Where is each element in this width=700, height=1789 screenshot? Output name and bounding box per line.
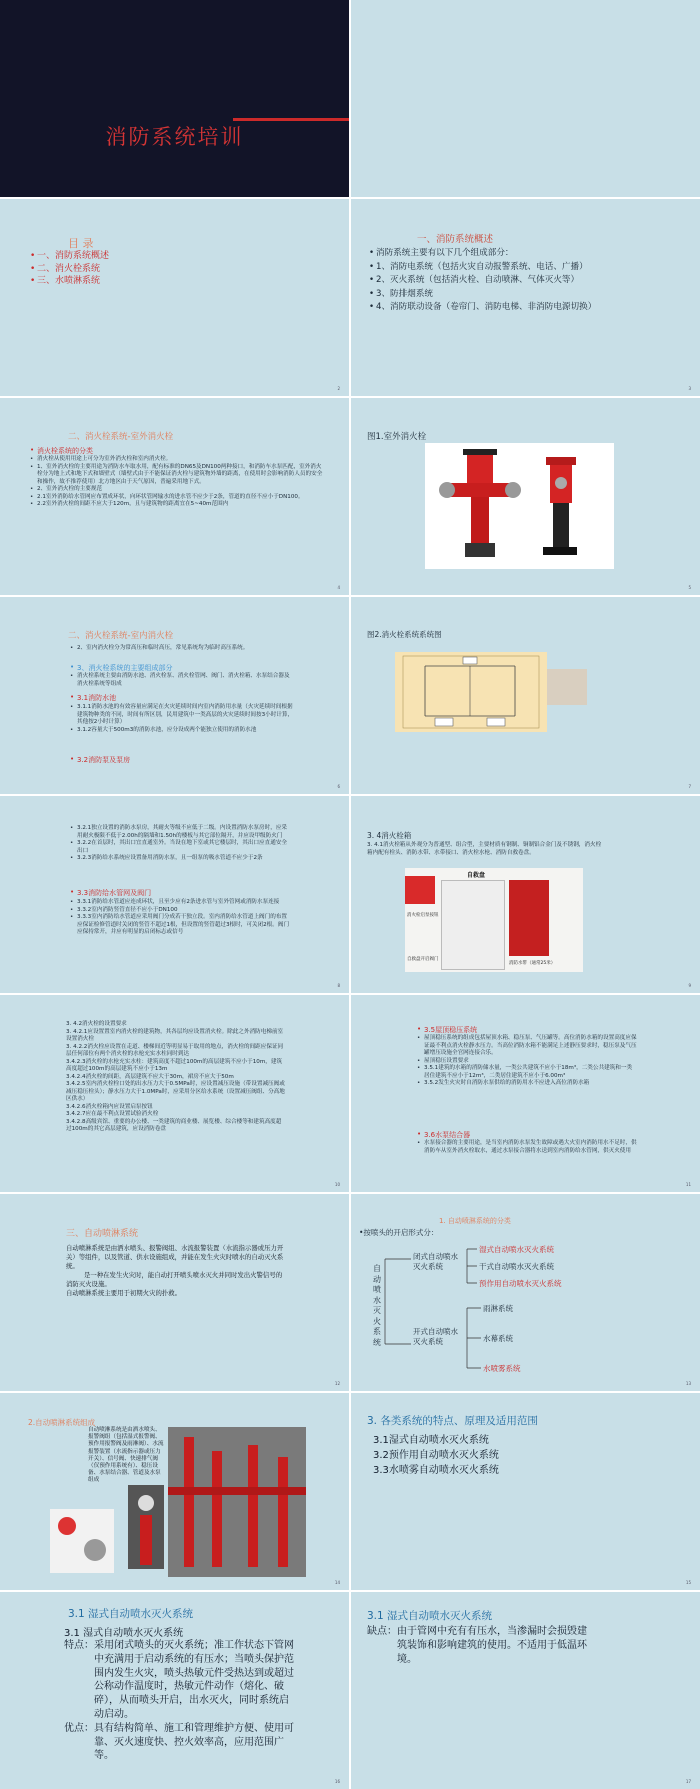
feature-block	[64, 1639, 297, 1763]
body-line: • 消火栓系统主要由消防水池、消火栓泵、消火栓管网、阀门、消火栓箱、水泵结合器及消火栓系统等组成	[70, 673, 295, 688]
tree-leaf: 雨淋系统	[483, 1304, 513, 1313]
overview-line: • 3、防排烟系统	[369, 288, 700, 302]
body-line: • 消火栓从使用用途上可分为室外消火栓和室内消火栓。	[30, 456, 325, 464]
slide-15	[351, 1393, 700, 1590]
sub-heading-list-3	[70, 755, 295, 765]
toc-heading: 目 录	[68, 237, 94, 250]
slide-10	[0, 995, 349, 1192]
box-label: 消火栓启泵按钮	[407, 913, 439, 918]
hose-photo	[509, 880, 549, 956]
disadvantage-text: 由于管网中充有有压水，当渗漏时会损毁建筑装饰和影响建筑的使用。不适用于低温环境。	[397, 1626, 587, 1665]
body-line: • 3.5.2发生火灾时自消防水泵供给的消防用水不应进入高位消防水箱	[417, 1080, 637, 1088]
feature-label: 特点：	[64, 1640, 94, 1651]
sub-heading: • 3.2消防泵及泵房	[70, 755, 295, 765]
section-heading: 3.1 湿式自动喷水灭火系统	[367, 1610, 493, 1622]
body-line: 3.4.2.4消火栓的间距，高层建筑不应大于30m，裙房不应大于50m	[66, 1073, 234, 1080]
body-text: 3. 4.1消火栓箱从外观分为普通型、组合型，主要材质有钢制、铜制铝合金门及不锈钢，消火栓箱内配有栓头、消防水带、水带接口、消火栓水枪、消防自救卷盘。	[367, 842, 602, 856]
body-line: • 水泵接合器的主要用途，是当室内消防水泵发生故障或遇大火室内消防用水不足时，供消防车从室外消火栓取水，通过水泵接合器将水送到室内消防给水管网，供灭火使用	[417, 1140, 637, 1155]
body-line: • 3.3.2室内消防竖管直径不应小于DN100	[70, 907, 290, 915]
body-line: • 3.1.2容量大于500m3的消防水池，应分设成两个能独立使用的消防水池	[70, 727, 295, 735]
tree-leaf: 水喷雾系统	[483, 1364, 521, 1373]
sub-heading: • 3.5屋顶稳压系统	[417, 1025, 637, 1035]
body-line: • 3.2.2在首层时，其出口宜直通室外。当设在地下室或其它楼层时，其出口应直通安全出口	[70, 840, 290, 855]
body-line: • 3.3.3室内消防给水管道应采用阀门分成若干独立段。室内消防给水管道上阀门的布置应保证检修管道时关闭的竖管不超过1根，但设置的竖管超过3根时，可关闭2根。阀门应保持常开，并应有明显的启闭标志或信号	[70, 914, 290, 937]
section-heading: 3.1 湿式自动喷水灭火系统	[68, 1608, 194, 1620]
tree-branch: 闭式自动喷水灭火系统	[413, 1252, 458, 1271]
sub-heading-list-2	[70, 693, 295, 703]
slide-3	[351, 199, 700, 396]
sub-heading-list	[417, 1025, 637, 1035]
body-line: • 2、室外消火栓的主要规范	[30, 486, 325, 494]
outdoor-hydrant-image	[425, 443, 614, 569]
toc-item[interactable]: • 一、消防系统概述	[30, 250, 109, 263]
page-number: 4	[337, 585, 340, 590]
page-number: 15	[685, 1580, 691, 1585]
body-block	[66, 1021, 286, 1134]
button-photo	[405, 876, 435, 904]
title-background	[0, 0, 349, 197]
section-heading: 一、消防系统概述	[417, 234, 494, 245]
sub-heading: • 3.1消防水池	[70, 693, 295, 703]
page-number: 6	[337, 784, 340, 789]
sub-heading: • 消火栓系统的分类	[30, 446, 330, 456]
body-list-2	[70, 673, 295, 688]
slide-16	[0, 1592, 349, 1789]
slide-8	[0, 796, 349, 993]
figure-caption: 图1.室外消火栓	[367, 432, 427, 442]
slide-4	[0, 398, 349, 595]
section-heading: 2.自动喷淋系统组成	[28, 1418, 96, 1427]
body-line: • 屋顶稳压设置要求	[417, 1058, 637, 1066]
diagram-legend-image	[547, 669, 587, 705]
page-number: 5	[688, 585, 691, 590]
classification-tree-lines	[351, 1194, 700, 1391]
body-line: • 2.2室外消火栓的间距不应大于120m，且与建筑物的距离宜在5~40m范围内	[30, 501, 325, 509]
overview-line: • 2、灭火系统（包括消火栓、自动喷淋、气体灭火等）	[369, 274, 700, 288]
slide-14	[0, 1393, 349, 1590]
tree-leaf: 预作用自动喷水灭火系统	[479, 1279, 562, 1288]
body-list-3	[70, 704, 295, 734]
page-number: 10	[334, 1182, 340, 1187]
advantage-text: 具有结构简单、施工和管理维护方便、使用可靠、灭火速度快、控火效率高，应用范围广等。	[94, 1722, 294, 1762]
slide-13	[351, 1194, 700, 1391]
sub-heading: 3.1 湿式自动喷水灭火系统	[64, 1628, 184, 1639]
body-line: • 3.3.1消防给水管道应连成环状，且至少应有2条进水管与室外管网或消防水泵连接	[70, 899, 290, 907]
page-number: 12	[334, 1381, 340, 1386]
hydrant-system-diagram	[395, 652, 547, 732]
slide-1	[0, 0, 349, 197]
sub-heading: • 3.6水泵结合器	[417, 1130, 637, 1140]
intro-paragraph: 自动喷淋系统是由洒水喷头、报警阀组、水流报警装置（水流指示器或压力开关）等组件，以及管道、供水设施组成，并能在发生火灾时喷水的自动灭火系统。	[66, 1244, 284, 1270]
page-number: 2	[337, 386, 340, 391]
advantage-label: 优点：	[64, 1722, 94, 1734]
slide-7	[351, 597, 700, 794]
box-label: 消防水带（通常25米）	[509, 961, 556, 966]
body-list	[30, 456, 325, 509]
body-list	[70, 825, 290, 863]
sub-heading-list-2	[417, 1130, 637, 1140]
page-number: 3	[688, 386, 691, 391]
tree-leaf: 干式自动喷水灭火系统	[479, 1262, 554, 1271]
alarm-valve-photo	[128, 1485, 164, 1569]
page-number: 9	[688, 983, 691, 988]
page-number: 14	[334, 1580, 340, 1585]
overview-list	[369, 247, 700, 315]
slide-9	[351, 796, 700, 993]
figure-caption: 图2.消火栓系统系统图	[367, 630, 442, 639]
body-line: • 3.2.1独立设置的消防水泵房，其耐火等级不应低于二级。内设置消防水泵房时，应采用耐火极限不低于2.00h的隔墙和1.50h的楼板与其它部位隔开，并应设甲级防火门	[70, 825, 290, 840]
section-heading: 二、消火栓系统-室外消火栓	[68, 432, 174, 442]
body-line: • 2、室内消火栓分为常高压和临时高压，常见系统均为临时高压系统。	[70, 645, 295, 653]
page-number: 17	[685, 1779, 691, 1784]
body-list-2	[70, 899, 290, 937]
overview-line: • 消防系统主要有以下几个组成部分：	[369, 247, 700, 261]
slide-12	[0, 1194, 349, 1391]
body-line: 3.4.2.5室内消火栓栓口处的出水压力大于0.5MPa时，应设置减压设施（带设置减压阀或减压稳压栓头）；静水压力大于1.0MPa时，应采用分区给水系统（设置减压阀组、分高地区供水）	[66, 1081, 285, 1102]
body-list-2	[417, 1140, 637, 1155]
page-number: 8	[337, 983, 340, 988]
system-item: 3.1湿式自动喷水灭火系统	[373, 1435, 489, 1446]
body-line: • 3.2.3消防给水系统应设置备用消防水泵，且一组泵的吸水管道不应少于2条	[70, 855, 290, 863]
tree-root: 自动喷水灭火系统	[373, 1264, 381, 1347]
slide-17	[351, 1592, 700, 1789]
section-heading: 3. 各类系统的特点、原理及适用范围	[367, 1415, 538, 1427]
disadvantage-label: 缺点：	[367, 1626, 397, 1637]
page-number: 7	[688, 784, 691, 789]
body-text: 自动喷淋系统是由洒水喷头、报警阀组（包括湿式报警阀、预作用报警阀及雨淋阀）、水流报警装置（水流指示器或压力开关）、信号阀、快速排气阀（仅预作用系统有）、稳压设备、水泵结合器、管道及水泵组成	[88, 1427, 164, 1484]
body-line: 3. 4.2.2消火栓应设置在走道、楼梯间近等明显易于取用的地点，消火栓的间距应保证同层任何部位有两个消火栓的水枪充实水柱同时到达	[66, 1043, 284, 1057]
slide-1-right	[351, 0, 700, 197]
section-heading: 1. 自动喷淋系统的分类	[439, 1217, 511, 1225]
system-item: 3.3水喷雾自动喷水灭火系统	[373, 1465, 499, 1476]
intro-line: •按喷头的开启形式分：	[359, 1228, 439, 1237]
section-heading: 二、消火栓系统-室内消火栓	[68, 631, 174, 641]
disadvantage-block	[367, 1625, 595, 1666]
body-line: 3.4.2.7应在最不利点设置试验消火栓	[66, 1111, 159, 1117]
system-list	[373, 1433, 499, 1478]
sub-heading: • 3、消火栓系统的主要组成部分	[70, 663, 295, 673]
section-heading: 3. 4消火栓箱	[367, 831, 412, 840]
slide-2	[0, 199, 349, 396]
body-line: 3.4.2.6消火栓箱内应设置启泵按钮	[66, 1103, 153, 1110]
toc-item[interactable]: • 二、消火栓系统	[30, 263, 109, 276]
intro-paragraph: 是一种在发生火灾时，能自动打开喷头喷水灭火并同时发出火警信号的消防灭火设施。	[66, 1271, 283, 1288]
tree-leaf: 水幕系统	[483, 1334, 513, 1343]
body-line: 3. 4.2.1应设置置室内消火栓的建筑物，其各层均应设置消火栓。除此之外消防电梯前室设置消火栓	[66, 1028, 284, 1042]
overview-line: • 4、消防联动设备（卷帘门、消防电梯、非消防电源切换）	[369, 301, 700, 315]
overview-line: • 1、消防电系统（包括火灾自动报警系统、电话、广播）	[369, 261, 700, 275]
page-title: 消防系统培训	[105, 125, 244, 149]
intro-paragraph: 自动喷淋系统主要用于初期火灾的扑救。	[66, 1289, 182, 1297]
body-line: 3.4.2.8高级宾馆、重要的办公楼、一类建筑的商业楼、展览楼、综合楼等和建筑高度超过100m的其它高层建筑，应设消防卷盘	[66, 1118, 282, 1132]
page-number: 11	[685, 1182, 691, 1187]
body-list	[417, 1035, 637, 1088]
tree-leaf: 湿式自动喷水灭火系统	[479, 1245, 554, 1254]
system-item: 3.2预作用自动喷水灭火系统	[373, 1450, 499, 1461]
feature-text: 采用闭式喷头的灭火系统；准工作状态下管网中充满用于启动系统的有压水；当喷头保护范围内发生火灾，喷头热敏元件受热达到或超过公称动作温度时，热敏元件动作（熔化、破碎），从而喷头开启，出水灭火，同时系统启动启动。	[94, 1640, 294, 1720]
tree-branch: 开式自动喷水灭火系统	[413, 1327, 458, 1346]
toc-item[interactable]: • 三、水喷淋系统	[30, 275, 109, 288]
hydrant-cabinet-image	[405, 868, 583, 972]
page-number: 13	[685, 1381, 691, 1386]
sub-heading-list	[30, 446, 330, 456]
intro-block	[66, 1244, 286, 1298]
body-list	[70, 645, 295, 653]
body-line: • 3.5.1建筑的水箱的消防储水量，一类公共建筑不应小于18m³，二类公共建筑和一类居住建筑不应小于12m³，二类居住建筑不应小于6.00m³	[417, 1065, 637, 1080]
toc-list	[30, 250, 109, 288]
body-line: • 2.1室外消防给水管网应布置成环状，向环状管网输水的进水管不应少于2条，管道的直径不应小于DN100。	[30, 494, 325, 502]
sprinkler-room-photo	[168, 1427, 306, 1577]
sub-heading-list	[70, 663, 295, 673]
body-line: 3. 4.2消火栓的设置要求	[66, 1021, 127, 1027]
box-label: 自救盘开启阀门	[407, 957, 439, 962]
body-line: • 3.1.1消防水池的有效容量应满足在火灾延续时间内室内消防用水量（火灾延续时间根据建筑物种类的不同，时间有所区别，民用建筑中一类高层的火灾延续时间按3小时计算，其他按2小时计算）	[70, 704, 295, 727]
slide-11	[351, 995, 700, 1192]
slide-5	[351, 398, 700, 595]
body-line: 3.4.2.3消火栓的水枪充实水柱：建筑高度不超过100m的高层建筑不应小于10m，建筑高度超过100m的高层建筑不应小于13m	[66, 1058, 283, 1072]
sub-heading-list	[70, 888, 290, 898]
sprinkler-head-photo	[50, 1509, 114, 1573]
box-title: 自救盘	[467, 872, 486, 879]
sub-heading: • 3.3消防给水管网及阀门	[70, 888, 290, 898]
page-number: 16	[334, 1779, 340, 1784]
body-line: • 屋顶稳压系统的组成包括屋顶水箱、稳压泵、气压罐等。高位消防水箱的设置高度应保证最不利点消火栓静水压力。当高位消防水箱不能满足上述静压要求时，稳压泵及气压罐增压设施全官网连接合乐。	[417, 1035, 637, 1058]
section-heading: 三、自动喷淋系统	[66, 1229, 139, 1239]
slide-6	[0, 597, 349, 794]
body-line: • 1、室外消火栓的主要用途为消防水车取水用，配有标准的DN65及DN100两种接口，和消防车水泵匹配，室外消火栓分为地上式和地下式和墙壁式（墙壁式由于不能保证消火栓与建筑物外墙的距离，在使用时会影响消防人员的安全和操作，故不推荐使用）北方地区由于天气原因，普遍采用地下式。	[30, 464, 325, 487]
cabinet-photo	[441, 880, 505, 970]
